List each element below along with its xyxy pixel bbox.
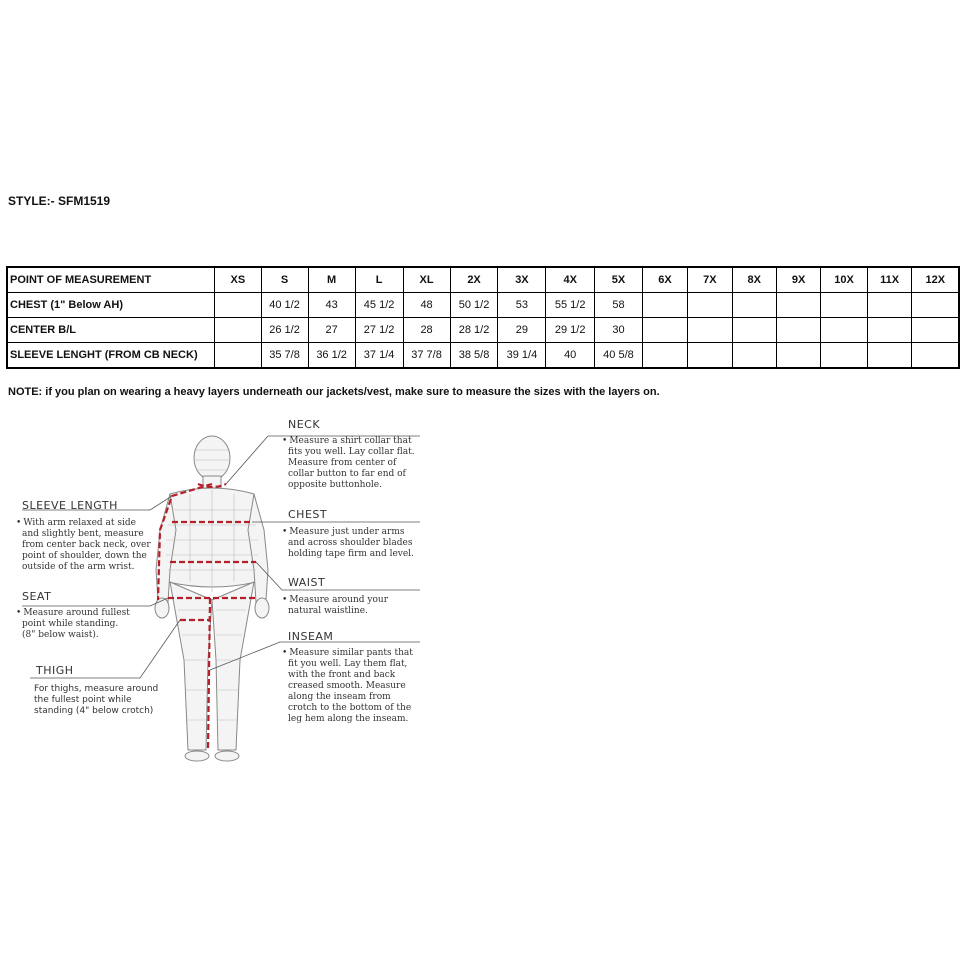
measurement-value	[215, 343, 261, 369]
measurement-value: 29	[498, 318, 546, 343]
header-size: XL	[403, 267, 450, 293]
measurement-value: 40 1/2	[261, 293, 308, 318]
measurement-value: 40	[546, 343, 595, 369]
header-size: 3X	[498, 267, 546, 293]
measurement-value: 53	[498, 293, 546, 318]
header-size: 9X	[776, 267, 820, 293]
header-point-of-measurement: POINT OF MEASUREMENT	[7, 267, 215, 293]
layering-note: NOTE: if you plan on wearing a heavy layers underneath our jackets/vest, make sure to measure the sizes with the layers on.	[8, 386, 660, 398]
measurement-name: SLEEVE LENGHT (FROM CB NECK)	[7, 343, 215, 369]
measurement-value	[821, 293, 867, 318]
size-chart-table	[6, 266, 960, 369]
measurement-value: 37 7/8	[403, 343, 450, 369]
header-size: XS	[215, 267, 261, 293]
measurement-value: 35 7/8	[261, 343, 308, 369]
header-size: 10X	[821, 267, 867, 293]
header-size: 7X	[688, 267, 732, 293]
measurement-value: 48	[403, 293, 450, 318]
inseam-text-line: along the inseam from	[288, 692, 391, 702]
measurement-value	[642, 318, 687, 343]
thigh-description	[34, 684, 158, 717]
table-body	[7, 293, 959, 369]
chest-text-line: Measure just under arms	[289, 527, 405, 537]
neck-title: NECK	[288, 418, 321, 431]
inseam-text-line: Measure similar pants that	[289, 648, 413, 658]
inseam-text-line: fit you well. Lay them flat,	[288, 659, 408, 669]
inseam-title: INSEAM	[288, 630, 334, 643]
measurement-value	[867, 293, 912, 318]
table-row	[7, 318, 959, 343]
measurement-value	[688, 343, 732, 369]
sleeve-length-title: SLEEVE LENGTH	[22, 499, 118, 512]
measurement-value	[688, 293, 732, 318]
seat-text-line: point while standing.	[22, 619, 119, 629]
measurement-value: 28 1/2	[450, 318, 498, 343]
measurement-value	[732, 343, 776, 369]
measurement-value	[912, 343, 959, 369]
measurement-name: CENTER B/L	[7, 318, 215, 343]
seat-description: • Measure around fullest point while standing. (8" below waist).	[16, 608, 130, 640]
measurement-value	[642, 343, 687, 369]
measurement-value: 55 1/2	[546, 293, 595, 318]
chest-text-line: and across shoulder blades	[288, 538, 413, 548]
header-size: 2X	[450, 267, 498, 293]
thigh-title: THIGH	[36, 664, 74, 677]
seat-text-line: Measure around fullest	[23, 608, 130, 618]
measurement-value: 27 1/2	[355, 318, 403, 343]
measurement-value	[776, 293, 820, 318]
neck-text-line: collar button to far end of	[288, 469, 406, 479]
table-row	[7, 343, 959, 369]
header-size: 4X	[546, 267, 595, 293]
header-size: 6X	[642, 267, 687, 293]
measurement-name: CHEST (1" Below AH)	[7, 293, 215, 318]
chest-description: • Measure just under arms and across shoulder blades holding tape firm and level.	[282, 527, 414, 559]
inseam-text-line: creased smooth. Measure	[288, 681, 406, 691]
inseam-description: • Measure similar pants that fit you well. Lay them flat, with the front and back creased smooth. Measure along the inseam from crotch to the bottom of the leg hem along the inseam.	[282, 648, 413, 724]
inseam-text-line: with the front and back	[288, 670, 396, 680]
neck-description: • Measure a shirt collar that fits you well. Lay collar flat. Measure from center of collar button to far end of opposite buttonhole.	[282, 436, 415, 490]
chest-title: CHEST	[288, 508, 328, 521]
measurement-value: 40 5/8	[595, 343, 643, 369]
header-size: M	[308, 267, 355, 293]
chest-text-line: holding tape firm and level.	[288, 549, 414, 559]
measurement-value: 29 1/2	[546, 318, 595, 343]
measurement-value: 36 1/2	[308, 343, 355, 369]
thigh-text-line: For thighs, measure around	[34, 684, 159, 694]
measurement-value: 26 1/2	[261, 318, 308, 343]
seat-text-line: (8" below waist).	[22, 630, 99, 640]
measurement-value	[867, 343, 912, 369]
measurement-value	[776, 343, 820, 369]
sleeve-text-line: With arm relaxed at side	[23, 518, 136, 528]
sleeve-length-description: • With arm relaxed at side and slightly bent, measure from center back neck, over point of shoulder, down the outside of the arm wrist.	[16, 518, 151, 572]
inseam-text-line: leg hem along the inseam.	[288, 714, 409, 724]
sleeve-text-line: outside of the arm wrist.	[22, 562, 135, 572]
header-size: L	[355, 267, 403, 293]
measurement-value: 37 1/4	[355, 343, 403, 369]
header-size: 8X	[732, 267, 776, 293]
measurement-value: 38 5/8	[450, 343, 498, 369]
waist-text-line: natural waistline.	[288, 606, 368, 616]
header-size: S	[261, 267, 308, 293]
measurement-value	[912, 318, 959, 343]
measurement-value	[821, 318, 867, 343]
measurement-value: 50 1/2	[450, 293, 498, 318]
measurement-value	[732, 293, 776, 318]
header-size: 5X	[595, 267, 643, 293]
thigh-text-line: the fullest point while	[34, 695, 132, 705]
waist-title: WAIST	[288, 576, 326, 589]
measurement-value	[867, 318, 912, 343]
sleeve-text-line: from center back neck, over	[22, 540, 151, 550]
neck-text-line: Measure from center of	[288, 458, 397, 468]
neck-text-line: Measure a shirt collar that	[289, 436, 412, 446]
measurement-value: 43	[308, 293, 355, 318]
measurement-value: 39 1/4	[498, 343, 546, 369]
inseam-text-line: crotch to the bottom of the	[288, 703, 412, 713]
measurement-value	[821, 343, 867, 369]
mannequin-grid	[166, 450, 258, 720]
sleeve-text-line: and slightly bent, measure	[22, 529, 144, 539]
seat-title: SEAT	[22, 590, 52, 603]
header-size: 12X	[912, 267, 959, 293]
waist-text-line: Measure around your	[289, 595, 389, 605]
measurement-value: 58	[595, 293, 643, 318]
measurement-value	[215, 318, 261, 343]
neck-text-line: fits you well. Lay collar flat.	[288, 447, 415, 457]
measurement-value	[215, 293, 261, 318]
measurement-value: 28	[403, 318, 450, 343]
measurement-value	[776, 318, 820, 343]
measurement-value	[732, 318, 776, 343]
measurement-value: 45 1/2	[355, 293, 403, 318]
header-size: 11X	[867, 267, 912, 293]
thigh-text-line: standing (4" below crotch)	[34, 706, 154, 716]
measurement-value: 27	[308, 318, 355, 343]
measurement-value	[912, 293, 959, 318]
neck-text-line: opposite buttonhole.	[288, 480, 382, 490]
measurement-value: 30	[595, 318, 643, 343]
waist-description: • Measure around your natural waistline.	[282, 595, 389, 616]
measurement-value	[642, 293, 687, 318]
table-row	[7, 293, 959, 318]
sleeve-text-line: point of shoulder, down the	[22, 551, 147, 561]
table-header-row	[7, 267, 959, 293]
measurement-value	[688, 318, 732, 343]
measurement-guide	[0, 410, 430, 790]
style-label: STYLE:- SFM1519	[8, 194, 111, 208]
